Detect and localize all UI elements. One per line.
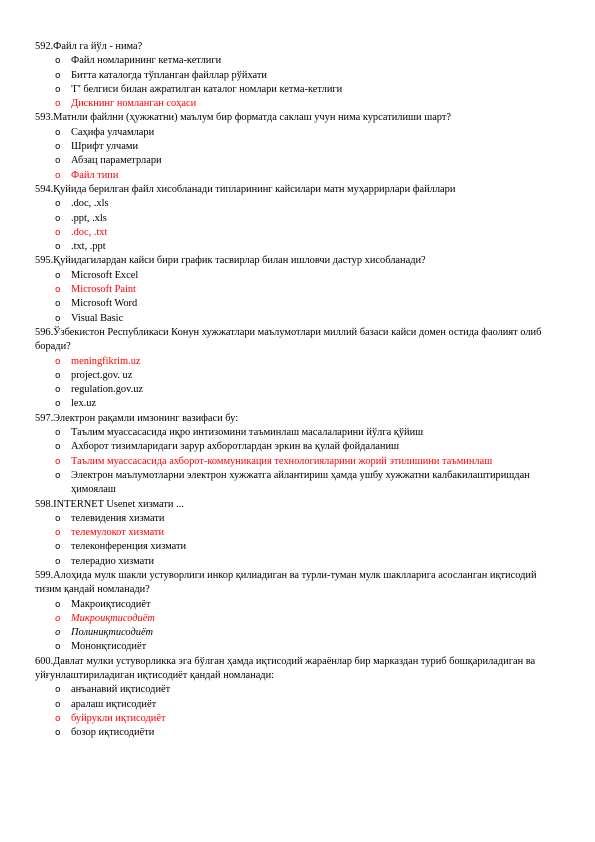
answer-option bbox=[35, 397, 557, 411]
option-text: Microsoft Paint bbox=[71, 284, 136, 296]
option-list bbox=[35, 269, 557, 326]
bullet-circle-icon: o bbox=[55, 428, 61, 439]
answer-option bbox=[35, 383, 557, 397]
question-document bbox=[35, 40, 557, 741]
answer-option bbox=[35, 369, 557, 383]
option-text: meningfikrim.uz bbox=[71, 355, 141, 367]
option-text: Электрон маълумотларни электрон хужжатга айлантириш ҳамда ушбу хужжатни калбакилаштиришдан ҳимоялаш bbox=[71, 469, 530, 496]
option-text: Microsoft Excel bbox=[71, 269, 139, 281]
answer-option-correct bbox=[35, 712, 557, 726]
question-block bbox=[35, 412, 557, 498]
bullet-circle-icon: o bbox=[55, 313, 61, 324]
bullet-circle-icon: o bbox=[55, 399, 61, 410]
question-text: 596.Ўзбекистон Республикаси Конун хужжатлари маълумотлари миллий базаси кайси домен остида фаолият олиб боради? bbox=[35, 326, 542, 353]
option-text: Микроиқтисодиёт bbox=[71, 612, 155, 624]
option-list bbox=[35, 426, 557, 497]
bullet-circle-icon: o bbox=[55, 285, 61, 296]
question-text: 600.Давлат мулки устуворликка эга бўлган ҳамда иқтисодий жараёнлар бир марказдан туриб бошқариладиган ва уйғунлаштириладиган иқтисодиёт қандай номланади: bbox=[35, 655, 536, 682]
bullet-circle-icon: o bbox=[55, 442, 61, 453]
question-block bbox=[35, 498, 557, 569]
answer-option bbox=[35, 312, 557, 326]
bullet-circle-icon: o bbox=[55, 699, 61, 710]
bullet-circle-icon: o bbox=[55, 470, 61, 481]
option-text: .doc, .txt bbox=[71, 226, 108, 238]
bullet-circle-icon: o bbox=[55, 199, 61, 210]
answer-option bbox=[35, 212, 557, 226]
answer-option bbox=[35, 69, 557, 83]
option-text: Шрифт улчами bbox=[71, 141, 139, 153]
question-block bbox=[35, 40, 557, 111]
answer-option bbox=[35, 154, 557, 168]
bullet-circle-icon: o bbox=[55, 299, 61, 310]
question-block bbox=[35, 111, 557, 182]
option-text: lex.uz bbox=[71, 398, 97, 410]
answer-option bbox=[35, 140, 557, 154]
question-text: 595.Қуйидагилардан кайси бири график тасвирлар билан ишловчи дастур хисобланади? bbox=[35, 255, 426, 267]
option-text: буйрукли иқтисодиёт bbox=[71, 712, 166, 724]
option-text: Microsoft Word bbox=[71, 298, 138, 310]
answer-option bbox=[35, 726, 557, 740]
option-text: .doc, .xls bbox=[71, 198, 109, 210]
option-text: Дискнинг номланган соҳаси bbox=[71, 98, 197, 110]
answer-option-correct bbox=[35, 226, 557, 240]
option-list bbox=[35, 54, 557, 111]
bullet-circle-icon: o bbox=[55, 513, 61, 524]
option-list bbox=[35, 683, 557, 740]
option-text: Макроиқтисодиёт bbox=[71, 598, 151, 610]
answer-option bbox=[35, 240, 557, 254]
answer-option bbox=[35, 512, 557, 526]
option-text: телеконференция хизмати bbox=[71, 541, 187, 553]
option-text: Visual Basic bbox=[71, 312, 124, 324]
bullet-circle-icon: o bbox=[55, 528, 61, 539]
bullet-circle-icon: o bbox=[55, 170, 61, 181]
option-text: телевидения хизмати bbox=[71, 512, 165, 524]
answer-option bbox=[35, 197, 557, 211]
answer-option bbox=[35, 126, 557, 140]
answer-option-correct bbox=[35, 283, 557, 297]
bullet-circle-icon: o bbox=[55, 356, 61, 367]
bullet-circle-icon: o bbox=[55, 70, 61, 81]
bullet-circle-icon: o bbox=[55, 628, 61, 639]
bullet-circle-icon: o bbox=[55, 728, 61, 739]
bullet-circle-icon: o bbox=[55, 142, 61, 153]
answer-option bbox=[35, 555, 557, 569]
answer-option bbox=[35, 469, 557, 498]
option-text: телемулокот хизмати bbox=[71, 527, 165, 539]
question-text: 594.Қуйида берилган файл хисобланади типларининг кайсилари матн муҳаррирлари файллари bbox=[35, 183, 456, 195]
option-text: анъанавий иқтисодиёт bbox=[71, 684, 171, 696]
bullet-circle-icon: o bbox=[55, 713, 61, 724]
option-text: Полиниқтисодиёт bbox=[71, 627, 154, 639]
option-text: Саҳифа улчамлари bbox=[71, 126, 155, 138]
bullet-circle-icon: o bbox=[55, 227, 61, 238]
option-text: Битта каталогда тўпланган файллар рўйхати bbox=[71, 69, 267, 81]
bullet-circle-icon: o bbox=[55, 542, 61, 553]
question-text: 598.INTERNET Usenet хизмати ... bbox=[35, 498, 184, 510]
option-list bbox=[35, 126, 557, 183]
answer-option bbox=[35, 598, 557, 612]
question-text: 597.Электрон рақамли имзонинг вазифаси бу: bbox=[35, 412, 239, 424]
question-block bbox=[35, 326, 557, 412]
question-text: 592.Файл га йўл - нима? bbox=[35, 41, 143, 52]
option-list bbox=[35, 598, 557, 655]
bullet-circle-icon: o bbox=[55, 156, 61, 167]
option-text: Мононқтисодиёт bbox=[71, 641, 147, 653]
answer-option bbox=[35, 640, 557, 654]
option-list bbox=[35, 197, 557, 254]
bullet-circle-icon: o bbox=[55, 456, 61, 467]
answer-option bbox=[35, 269, 557, 283]
bullet-circle-icon: o bbox=[55, 242, 61, 253]
option-text: .ppt, .xls bbox=[71, 212, 107, 224]
option-list bbox=[35, 512, 557, 569]
answer-option bbox=[35, 83, 557, 97]
question-block bbox=[35, 254, 557, 325]
bullet-circle-icon: o bbox=[55, 213, 61, 224]
answer-option bbox=[35, 297, 557, 311]
bullet-circle-icon: o bbox=[55, 685, 61, 696]
option-text: Ахборот тизимларидаги зарур ахборотлардан эркин ва қулай фойдаланиш bbox=[71, 441, 400, 453]
option-text: Файл номларининг кетма-кетлиги bbox=[71, 55, 222, 67]
option-text: Таълим муассасасида иқро интизомини таъминлаш масалаларини йўлга қўйиш bbox=[71, 427, 424, 439]
option-list bbox=[35, 355, 557, 412]
option-text: Таълим муассасасида ахборот-коммуникация технологияларини жорий этилишини таъминлаш bbox=[71, 455, 493, 467]
question-block bbox=[35, 655, 557, 741]
answer-option bbox=[35, 626, 557, 640]
answer-option bbox=[35, 698, 557, 712]
bullet-circle-icon: o bbox=[55, 370, 61, 381]
option-text: бозор иқтисодиёти bbox=[71, 727, 155, 739]
bullet-circle-icon: o bbox=[55, 270, 61, 281]
answer-option-correct bbox=[35, 97, 557, 111]
option-text: телерадио хизмати bbox=[71, 555, 155, 567]
bullet-circle-icon: o bbox=[55, 642, 61, 653]
answer-option bbox=[35, 440, 557, 454]
option-text: regulation.gov.uz bbox=[71, 384, 144, 396]
question-text: 593.Матнли файлни (ҳужжатни) маълум бир форматда саклаш учун нима курсатилиши шарт? bbox=[35, 112, 452, 124]
answer-option-correct bbox=[35, 169, 557, 183]
answer-option-correct bbox=[35, 612, 557, 626]
answer-option-correct bbox=[35, 526, 557, 540]
option-text: project.gov. uz bbox=[71, 369, 133, 381]
option-text: Абзац параметрлари bbox=[71, 155, 162, 167]
bullet-circle-icon: o bbox=[55, 556, 61, 567]
option-text: .txt, .ppt bbox=[71, 241, 106, 253]
answer-option-correct bbox=[35, 455, 557, 469]
answer-option bbox=[35, 54, 557, 68]
option-text: аралаш иқтисодиёт bbox=[71, 698, 157, 710]
option-text: 'Г' белгиси билан ажратилган каталог номлари кетма-кетлиги bbox=[71, 83, 343, 95]
answer-option bbox=[35, 426, 557, 440]
bullet-circle-icon: o bbox=[55, 613, 61, 624]
bullet-circle-icon: o bbox=[55, 385, 61, 396]
bullet-circle-icon: o bbox=[55, 84, 61, 95]
question-text: 599.Алоҳида мулк шакли устуворлиги инкор қилиадиган ва турли-туман мулк шаклларига асосланган иқтисодий тизим қандай номланади? bbox=[35, 569, 537, 596]
bullet-circle-icon: o bbox=[55, 99, 61, 110]
answer-option-correct bbox=[35, 355, 557, 369]
question-block bbox=[35, 183, 557, 254]
bullet-circle-icon: o bbox=[55, 127, 61, 138]
bullet-circle-icon: o bbox=[55, 56, 61, 67]
bullet-circle-icon: o bbox=[55, 599, 61, 610]
answer-option bbox=[35, 540, 557, 554]
answer-option bbox=[35, 683, 557, 697]
option-text: Файл типи bbox=[71, 169, 119, 181]
question-block bbox=[35, 569, 557, 655]
